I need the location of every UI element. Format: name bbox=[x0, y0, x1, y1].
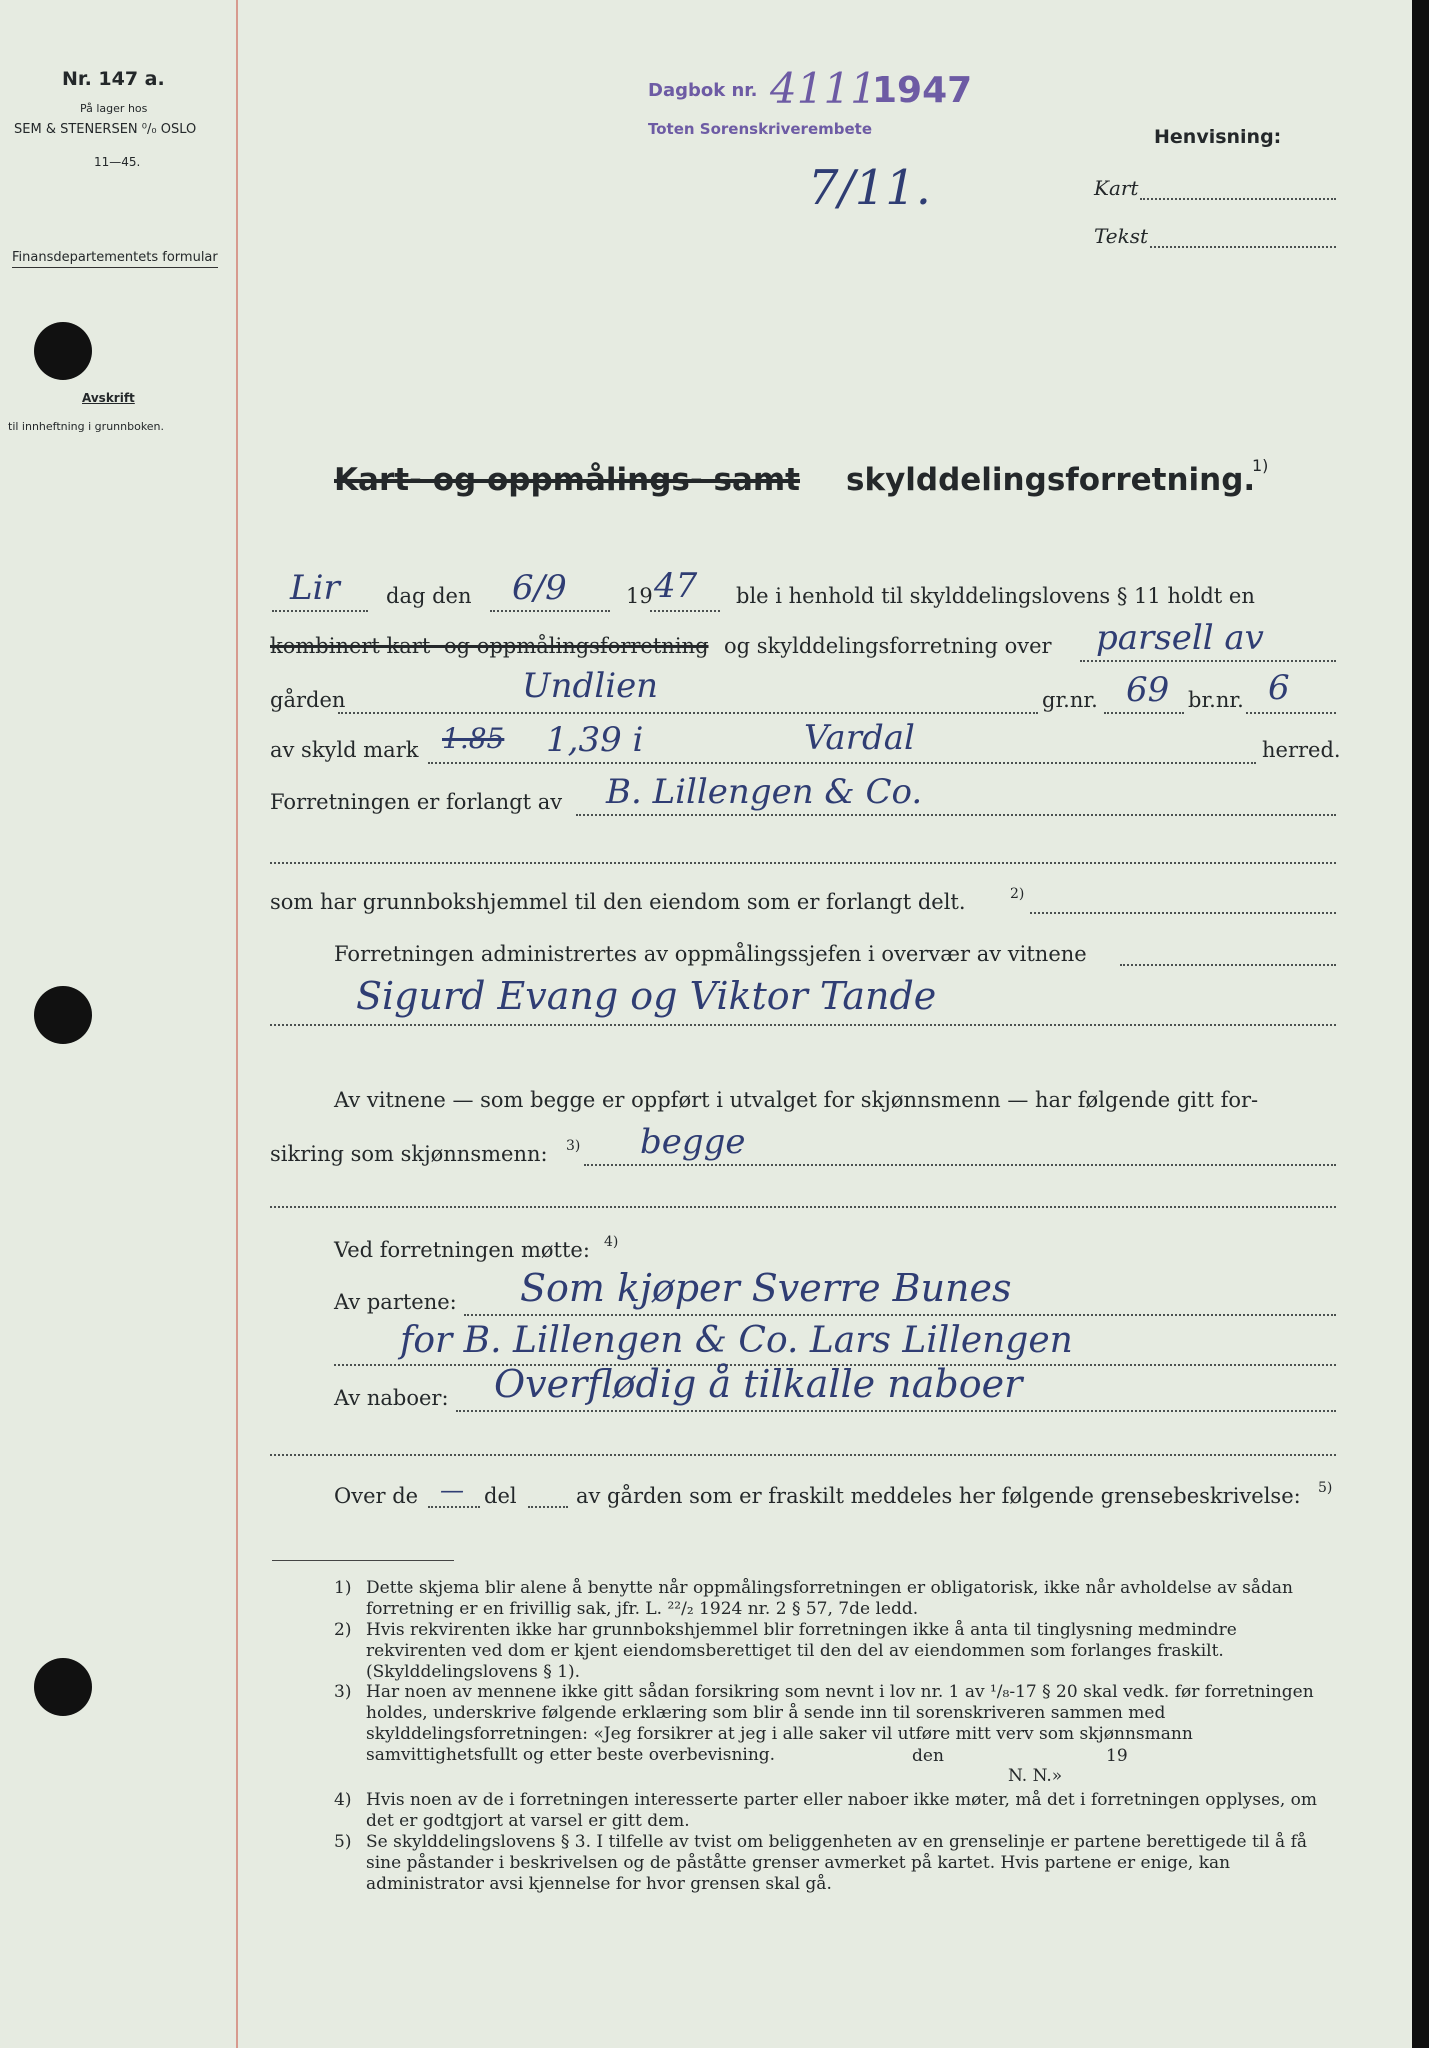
footnote-3-year: 19 bbox=[1106, 1746, 1128, 1766]
reference-heading: Henvisning: bbox=[1154, 126, 1282, 148]
footnote-text: Har noen av mennene ikke gitt sådan forsikring som nevnt i lov nr. 1 av ¹/₈-17 § 20 skal vedk. før forretningen holdes, underskrive følgende erklæring som blir å sende inn til sorenskriveren sammen med skylddelingsforretningen: «Jeg forsikrer at jeg i alle saker vil utføre mitt verv som skjønnsmann samvittighetsfullt og etter beste overbevisning. bbox=[366, 1682, 1314, 1765]
l12-a: Av naboer: bbox=[334, 1386, 449, 1410]
l13-note: 5) bbox=[1318, 1480, 1333, 1496]
copy-note: til innheftning i grunnboken. bbox=[8, 420, 165, 433]
footnote-number: 2) bbox=[334, 1620, 352, 1640]
l10-a: Ved forretningen møtte: bbox=[334, 1238, 590, 1262]
l4-b: herred. bbox=[1262, 738, 1341, 762]
year-prefix: 19 bbox=[626, 584, 653, 608]
hw-place: Lir bbox=[290, 568, 340, 608]
court-office-stamp: Toten Sorenskriverembete bbox=[648, 120, 872, 138]
fill-object bbox=[1080, 660, 1336, 662]
fill-brnr bbox=[1246, 712, 1336, 714]
hw-herred: Vardal bbox=[804, 718, 915, 758]
hw-requested-by: B. Lillengen & Co. bbox=[606, 772, 923, 812]
hw-year: 47 bbox=[654, 566, 698, 606]
diary-number: 4111 bbox=[770, 64, 877, 113]
footnote-number: 5) bbox=[334, 1832, 352, 1852]
fill-witnesses-1 bbox=[1120, 964, 1336, 966]
hw-skyld: 1,39 i bbox=[546, 720, 644, 760]
fill-neighbours-2 bbox=[270, 1454, 1336, 1456]
l10-note: 4) bbox=[604, 1234, 619, 1250]
fill-date bbox=[490, 610, 610, 612]
footnote-number: 3) bbox=[334, 1682, 352, 1702]
form-department: Finansdepartementets formular bbox=[12, 250, 218, 268]
l3-b: gr.nr. bbox=[1042, 688, 1098, 712]
l3-c: br.nr. bbox=[1188, 688, 1244, 712]
page-title: skylddelingsforretning. bbox=[846, 462, 1256, 498]
fill-farm bbox=[338, 712, 1038, 714]
fill-skyld bbox=[428, 762, 1256, 764]
footnote-number: 1) bbox=[334, 1578, 352, 1598]
footnote-text: Hvis noen av de i forretningen interesserte parter eller naboer ikke møter, må det i forretningen opplyses, om det er godtgjort at varsel er gitt dem. bbox=[366, 1790, 1318, 1831]
footnote-divider bbox=[272, 1560, 454, 1561]
l6-a: som har grunnbokshjemmel til den eiendom som er forlangt delt. bbox=[270, 890, 966, 914]
l9-a: sikring som skjønnsmenn: bbox=[270, 1142, 548, 1166]
l7-a: Forretningen administrertes av oppmålingssjefen i overvær av vitnene bbox=[334, 942, 1087, 966]
diary-year: 1947 bbox=[872, 70, 973, 111]
title-note: 1) bbox=[1252, 456, 1269, 475]
l1-a: dag den bbox=[386, 584, 472, 608]
footnote-text: Hvis rekvirenten ikke har grunnbokshjemmel blir forretningen ikke å anta til tinglysning medmindre rekvirenten ved dom er kjent eiendomsberettiget til den del av eiendommen som forlanges fraskilt. (Skylddelingslovens § 1). bbox=[366, 1620, 1237, 1682]
publisher-line1: På lager hos bbox=[80, 102, 148, 115]
l4-a: av skyld mark bbox=[270, 738, 419, 762]
fill-share bbox=[428, 1506, 480, 1508]
hw-parties-2: for B. Lillengen & Co. Lars Lillengen bbox=[400, 1320, 1073, 1361]
diary-stamp-label: Dagbok nr. bbox=[648, 80, 758, 101]
footnote-3-sign: N. N.» bbox=[1008, 1766, 1063, 1786]
hw-skyld-struck: 1.85 bbox=[442, 722, 505, 755]
footnote-number: 4) bbox=[334, 1790, 352, 1810]
hw-farm: Undlien bbox=[522, 666, 659, 706]
l2-b: og skylddelingsforretning over bbox=[724, 634, 1052, 658]
fill-blank-line bbox=[270, 862, 1336, 864]
hw-witnesses: Sigurd Evang og Viktor Tande bbox=[356, 974, 937, 1018]
fill-grnr bbox=[1104, 712, 1184, 714]
punch-hole bbox=[34, 1658, 92, 1716]
hw-grnr: 69 bbox=[1126, 670, 1170, 710]
publisher-line2: SEM & STENERSEN ⁰/₀ OSLO bbox=[14, 122, 197, 137]
stamp-date: 7/11. bbox=[808, 160, 932, 216]
l5-a: Forretningen er forlangt av bbox=[270, 790, 563, 814]
text-reference-line bbox=[1150, 246, 1336, 248]
form-date-code: 11—45. bbox=[94, 155, 141, 169]
fill-neighbours-1 bbox=[456, 1410, 1336, 1412]
hw-parties-1: Som kjøper Sverre Bunes bbox=[520, 1266, 1012, 1310]
fill-year bbox=[650, 610, 720, 612]
l3-a: gården bbox=[270, 688, 346, 712]
fill-hjemmel bbox=[1030, 912, 1336, 914]
scan-edge bbox=[1412, 0, 1429, 2048]
fill-place bbox=[272, 610, 368, 612]
fill-share-2 bbox=[528, 1506, 568, 1508]
l9-note: 3) bbox=[566, 1138, 581, 1154]
l13-a: Over de bbox=[334, 1484, 419, 1508]
hw-neighbours: Overflødig å tilkalle naboer bbox=[494, 1362, 1023, 1406]
hw-date: 6/9 bbox=[512, 568, 567, 608]
copy-label: Avskrift bbox=[82, 391, 135, 405]
fill-parties-1 bbox=[464, 1314, 1336, 1316]
l6-note: 2) bbox=[1010, 886, 1025, 902]
footnote-text: Se skylddelingslovens § 3. I tilfelle av tvist om beliggenheten av en grenselinje er partene berettigede til å få sine påstander i beskrivelsen og de påståtte grenser avmerket på kartet. Hvis partene er enige, kan administrator avsi kjennelse for hvor grensen skal gå. bbox=[366, 1832, 1308, 1894]
form-number: Nr. 147 a. bbox=[62, 68, 165, 90]
l13-b: del bbox=[484, 1484, 517, 1508]
footnote-text: Dette skjema blir alene å benytte når oppmålingsforretningen er obligatorisk, ikke når avholdelse av sådan forretning er en frivillig sak, jfr. L. ²²/₂ 1924 nr. 2 § 57, 7de ledd. bbox=[366, 1578, 1294, 1619]
hw-object: parsell av bbox=[1096, 618, 1264, 658]
l8-a: Av vitnene — som begge er oppført i utvalget for skjønnsmenn — har følgende gitt for- bbox=[334, 1088, 1259, 1112]
footnote-3-den: den bbox=[912, 1746, 944, 1766]
l13-c: av gården som er fraskilt meddeles her følgende grensebeskrivelse: bbox=[576, 1484, 1301, 1508]
map-reference-line bbox=[1140, 198, 1336, 200]
punch-hole bbox=[34, 986, 92, 1044]
fill-requested-by bbox=[576, 814, 1336, 816]
hw-brnr: 6 bbox=[1268, 668, 1290, 708]
fill-witnesses-2 bbox=[270, 1024, 1336, 1026]
l2-struck: kombinert kart- og oppmålingsforretning bbox=[270, 634, 709, 658]
hw-assurance: begge bbox=[640, 1122, 746, 1162]
title-struck: Kart- og oppmålings- samt bbox=[334, 462, 800, 498]
l11-a: Av partene: bbox=[334, 1290, 457, 1314]
punch-hole bbox=[34, 322, 92, 380]
hw-dash: — bbox=[440, 1476, 464, 1504]
text-label: Tekst bbox=[1094, 224, 1149, 248]
map-label: Kart bbox=[1094, 176, 1139, 200]
fill-assurance-2 bbox=[270, 1206, 1336, 1208]
l1-b: ble i henhold til skylddelingslovens § 11 holdt en bbox=[736, 584, 1255, 608]
margin-rule bbox=[236, 0, 238, 2048]
fill-assurance-1 bbox=[584, 1164, 1336, 1166]
